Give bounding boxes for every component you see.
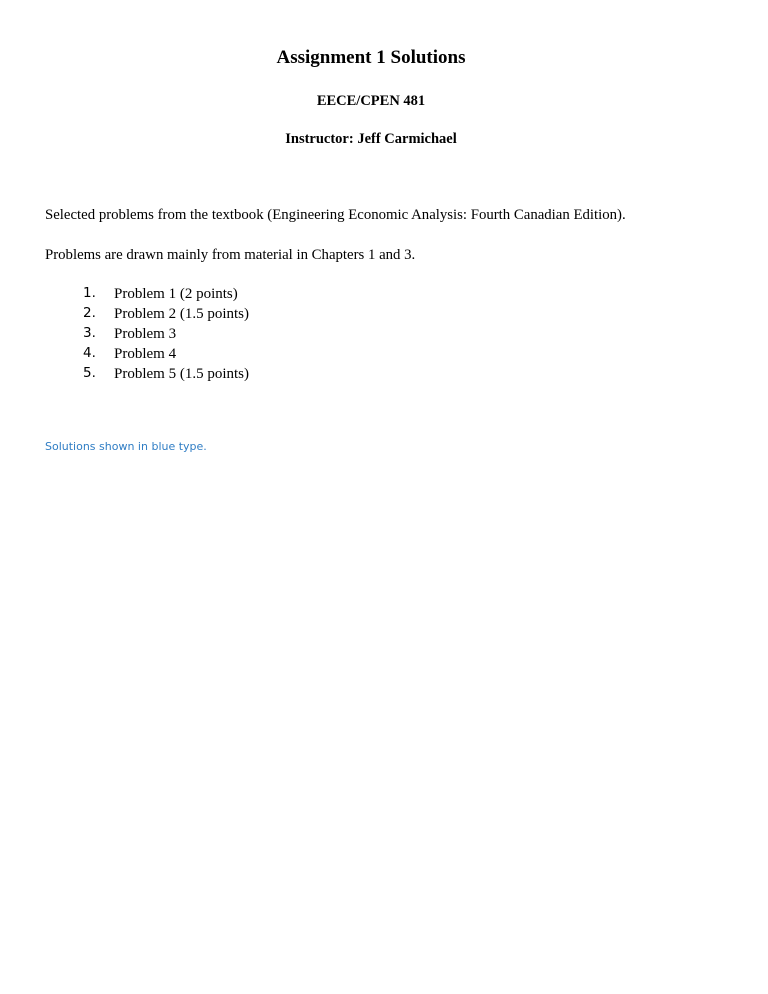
page-title: Assignment 1 Solutions <box>276 47 466 68</box>
course-code: EECE/CPEN 481 <box>316 92 426 109</box>
list-item: Problem 5 (1.5 points) <box>114 365 249 382</box>
scope-paragraph: Problems are drawn mainly from material in Chapters 1 and 3. <box>45 246 416 263</box>
list-item: Problem 4 <box>114 345 177 362</box>
intro-paragraph: Selected problems from the textbook (Engineering Economic Analysis: Fourth Canadian Edition). <box>45 206 626 223</box>
list-item: Problem 1 (2 points) <box>114 285 238 302</box>
list-item: Problem 2 (1.5 points) <box>114 305 249 322</box>
list-item: Problem 3 <box>114 325 177 342</box>
instructor-line: Instructor: Jeff Carmichael <box>285 130 457 147</box>
problem-list <box>44 266 698 385</box>
solutions-note: Solutions shown in blue type. <box>45 439 207 453</box>
